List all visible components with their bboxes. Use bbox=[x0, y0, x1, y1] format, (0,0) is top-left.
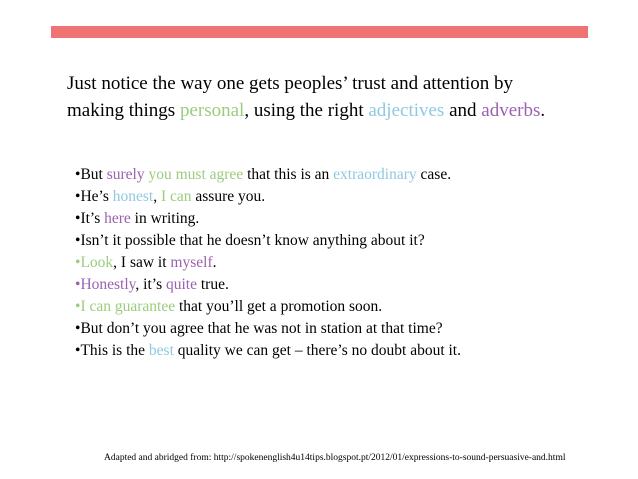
bullet-marker: • bbox=[75, 188, 81, 205]
list-item bbox=[75, 186, 635, 208]
list-item bbox=[75, 318, 635, 340]
list-item bbox=[75, 208, 635, 230]
word-look: Look bbox=[80, 254, 114, 271]
intro-text: and bbox=[444, 100, 482, 121]
word-adverbs: adverbs bbox=[481, 100, 541, 121]
list-item bbox=[75, 274, 635, 296]
word-myself: myself bbox=[170, 254, 213, 271]
word-quite: quite bbox=[165, 276, 197, 293]
item-text: , it’s bbox=[135, 276, 166, 293]
bullet-marker: • bbox=[75, 166, 81, 183]
source-citation: Adapted and abridged from: http://spokenenglish4u14tips.blogspot.pt/2012/01/expressions-to-sound-persuasive-and.html bbox=[104, 453, 566, 463]
item-text: This is the bbox=[80, 342, 149, 359]
item-text: true. bbox=[196, 276, 229, 293]
list-item bbox=[75, 340, 635, 362]
item-text: . bbox=[212, 254, 217, 271]
item-text: quality we can get – there’s no doubt about it. bbox=[173, 342, 461, 359]
bullet-marker: • bbox=[75, 276, 81, 293]
list-item bbox=[75, 252, 635, 274]
list-item bbox=[75, 296, 635, 318]
word-personal: personal bbox=[179, 100, 245, 121]
item-text: that this is an bbox=[243, 166, 334, 183]
item-text: in writing. bbox=[130, 210, 200, 227]
word-extraordinary: extraordinary bbox=[333, 166, 417, 183]
word-honest: honest bbox=[112, 188, 154, 205]
item-text: case. bbox=[416, 166, 452, 183]
bullet-marker: • bbox=[75, 298, 81, 315]
item-text: But bbox=[80, 166, 107, 183]
example-list bbox=[75, 164, 635, 362]
item-text: But don’t you agree that he was not in station at that time? bbox=[80, 320, 443, 337]
list-item bbox=[75, 164, 635, 186]
word-surely: surely bbox=[106, 166, 145, 183]
item-text: , bbox=[153, 188, 161, 205]
top-accent-bar bbox=[51, 26, 588, 38]
bullet-marker: • bbox=[75, 320, 81, 337]
intro-paragraph bbox=[67, 70, 627, 124]
phrase-you-must-agree: you must agree bbox=[148, 166, 244, 183]
item-text: that you’ll get a promotion soon. bbox=[175, 298, 383, 315]
item-text: He’s bbox=[80, 188, 113, 205]
phrase-i-can: I can bbox=[160, 188, 192, 205]
intro-line-1: Just notice the way one gets peoples’ trust and attention by bbox=[67, 73, 514, 94]
item-text: It’s bbox=[80, 210, 105, 227]
bullet-marker: • bbox=[75, 342, 81, 359]
item-text: Isn’t it possible that he doesn’t know anything about it? bbox=[80, 232, 425, 249]
intro-text: . bbox=[540, 100, 546, 121]
bullet-marker: • bbox=[75, 254, 81, 271]
list-item bbox=[75, 230, 635, 252]
bullet-marker: • bbox=[75, 232, 81, 249]
word-honestly: Honestly bbox=[80, 276, 136, 293]
phrase-i-can-guarantee: I can guarantee bbox=[80, 298, 176, 315]
intro-text: making things bbox=[67, 100, 180, 121]
word-adjectives: adjectives bbox=[368, 100, 445, 121]
bullet-marker: • bbox=[75, 210, 81, 227]
intro-text: , using the right bbox=[244, 100, 369, 121]
item-text: assure you. bbox=[191, 188, 266, 205]
item-text: , I saw it bbox=[113, 254, 171, 271]
word-best: best bbox=[148, 342, 174, 359]
word-here: here bbox=[104, 210, 131, 227]
